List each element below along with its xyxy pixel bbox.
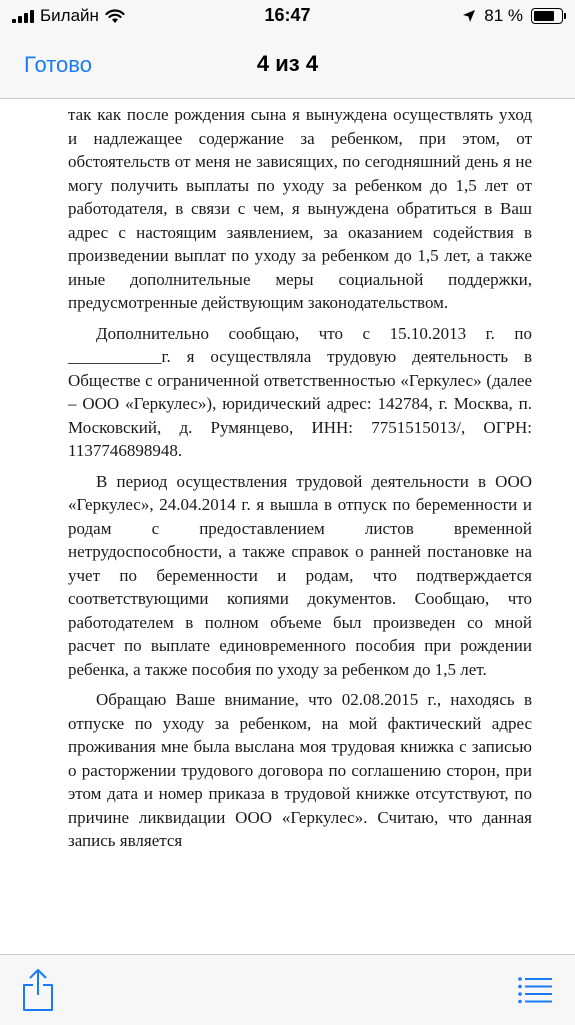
location-arrow-icon xyxy=(462,9,476,23)
status-time: 16:47 xyxy=(264,5,311,25)
page-counter-title: 4 из 4 xyxy=(256,51,319,76)
list-button[interactable] xyxy=(517,975,553,1005)
status-right xyxy=(462,6,563,26)
document-paragraph: так как после рождения сына я вынуждена осуществлять уход и надлежащее содержание за ребенком, при этом, от обстоятельств от меня не зависящих, по сегодняшний день я не могу получить выплаты по уходу за ребенком до 1,5 лет от работодателя, в связи с чем, я вынуждена обратиться в Ваш адрес с настоящим заявлением, за оказанием содействия в произведении выплат по уходу за ребенком до 1,5 лет, а также иные дополнительные меры социальной поддержки, предусмотренные действующим законодательством. xyxy=(68,105,532,312)
status-bar xyxy=(0,0,575,34)
done-button[interactable]: Готово xyxy=(24,52,92,77)
battery-level xyxy=(534,11,554,21)
share-icon xyxy=(20,967,56,1013)
share-button[interactable] xyxy=(20,967,56,1013)
battery-icon xyxy=(531,8,563,24)
document-paragraph: Обращаю Ваше внимание, что 02.08.2015 г., находясь в отпуске по уходу за ребенком, на мой фактический адрес проживания мне была выслана моя трудовая книжка с записью о расторжении трудового договора по соглашению сторон, при этом дата и номер приказа в трудовой книжке отсутствуют, по причине ликвидации ООО «Геркулес». Считаю, что данная запись является xyxy=(68,690,532,850)
document-paragraph: Дополнительно сообщаю, что с 15.10.2013 г. по ___________г. я осуществляла трудовую деятельность в Обществе с ограниченной ответственностью «Геркулес» (далее – ООО «Геркулес»), юридический адрес: 142784, г. Москва, п. Московский, д. Румянцево, ИНН: 7751515013/, ОГРН: 1137746898948. xyxy=(68,323,532,460)
battery-percent: 81 % xyxy=(484,6,523,25)
list-icon xyxy=(517,975,553,1005)
carrier-name: Билайн xyxy=(40,6,99,25)
document-viewer[interactable] xyxy=(0,99,575,954)
document-page xyxy=(68,103,532,860)
navigation-bar xyxy=(0,34,575,99)
document-paragraph: В период осуществления трудовой деятельности в ООО «Геркулес», 24.04.2014 г. я вышла в отпуск по беременности и родам с предоставлением листов временной нетрудоспособности, а также справок о ранней постановке на учет по беременности и родам, что подтверждается соответствующими копиями документов. Сообщаю, что работодателем в полном объеме был произведен со мной расчет по выплате единовременного пособия при рождении ребенка, а также пособия по уходу за ребенком до 1,5 лет. xyxy=(68,471,532,679)
bottom-toolbar xyxy=(0,954,575,1025)
